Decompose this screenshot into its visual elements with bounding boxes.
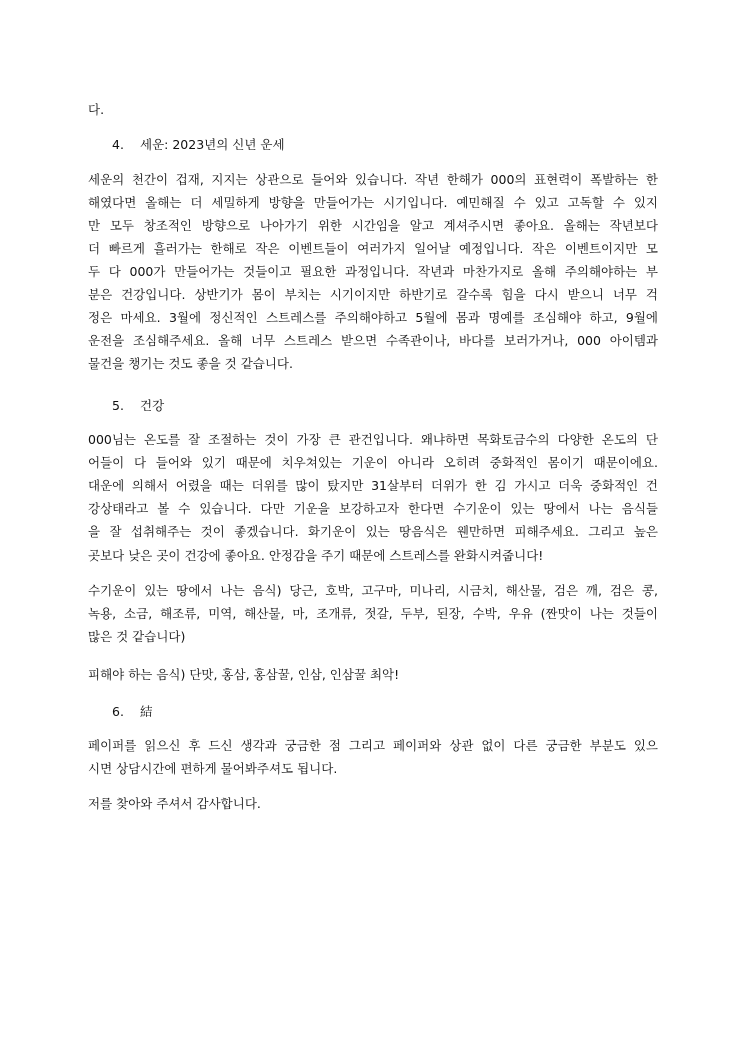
paragraph-line: 물건을 챙기는 것도 좋을 것 같습니다. <box>88 356 293 371</box>
paragraph-line: 을 잘 섭취해주는 것이 좋겠습니다. 화기운이 있는 땅음식은 웬만하면 피해주세요. 그리고 높은 <box>88 524 658 539</box>
paragraph-line: 분은 건강입니다. 상반기가 몸이 부치는 시기이지만 하반기로 갈수록 힘을 다시 받으니 너무 걱 <box>88 287 658 302</box>
paragraph-line: 페이퍼를 읽으신 후 드신 생각과 궁금한 점 그리고 페이퍼와 상관 없이 다른 궁금한 부분도 있으 <box>88 738 658 753</box>
paragraph-line: 세운의 천간이 겁재, 지지는 상관으로 들어와 있습니다. 작년 한해가 000의 표현력이 폭발하는 한 <box>88 172 658 187</box>
continued-text: 다. <box>88 102 105 117</box>
paragraph-line: 운전을 조심해주세요. 올해 너무 스트레스 받으면 수족관이나, 바다를 보러가거나, 000 아이템과 <box>88 333 658 348</box>
paragraph-line: 만 모두 창조적인 방향으로 나아가기 위한 시간임을 알고 계셔주시면 좋아요. 올해는 작년보다 <box>88 218 658 233</box>
paragraph-line: 000님는 온도를 잘 조절하는 것이 가장 큰 관건입니다. 왜냐하면 목화토금수의 다양한 온도의 단 <box>88 432 658 447</box>
section-4-number: 4. <box>112 137 124 152</box>
paragraph-line: 해였다면 올해는 더 세밀하게 방향을 만들어가는 시기입니다. 예민해질 수 있고 고독할 수 있지 <box>88 195 658 210</box>
section-6-heading <box>112 704 153 720</box>
paragraph-line: 정은 마세요. 3월에 정신적인 스트레스를 주의해야하고 5월에 몸과 명예를 조심해야 하고, 9월에 <box>88 310 658 325</box>
section-5-paragraph-3: 피해야 하는 음식) 단맛, 홍삼, 홍삼꿀, 인삼, 인삼꿀 최악! <box>88 667 400 682</box>
section-5-title: 건강 <box>140 398 165 413</box>
section-4-heading <box>112 137 285 153</box>
paragraph-line: 곳보다 낮은 곳이 건강에 좋아요. 안정감을 주기 때문에 스트레스를 완화시켜줍니다! <box>88 548 544 563</box>
paragraph-line: 수기운이 있는 땅에서 나는 음식) 당근, 호박, 고구마, 미나리, 시금치, 해산물, 검은 깨, 검은 콩, <box>88 583 658 598</box>
section-6-number: 6. <box>112 704 124 719</box>
paragraph-line: 어들이 다 들어와 있기 때문에 치우쳐있는 기운이 아니라 오히려 중화적인 몸이기 때문이에요. <box>88 455 658 470</box>
section-6-paragraph-2: 저를 찾아와 주셔서 감사합니다. <box>88 796 261 811</box>
paragraph-line: 대운에 의해서 어렸을 때는 더위를 많이 탔지만 31살부터 더위가 한 김 가시고 더욱 중화적인 건 <box>88 478 658 493</box>
section-5-number: 5. <box>112 398 124 413</box>
section-5-heading <box>112 398 164 414</box>
paragraph-line: 강상태라고 볼 수 있습니다. 다만 기운을 보강하고자 한다면 수기운이 있는 땅에서 나는 음식들 <box>88 501 658 516</box>
paragraph-line: 시면 상담시간에 편하게 물어봐주셔도 됩니다. <box>88 761 338 776</box>
paragraph-line: 더 빠르게 흘러가는 한해로 작은 이벤트들이 여러가지 일어날 예정입니다. 작은 이벤트이지만 모 <box>88 241 658 256</box>
section-4-title: 세운: 2023년의 신년 운세 <box>140 137 285 152</box>
paragraph-line: 녹용, 소금, 해조류, 미역, 해산물, 마, 조개류, 젓갈, 두부, 된장, 수박, 우유 (짠맛이 나는 것들이 <box>88 606 658 621</box>
paragraph-line: 많은 것 같습니다) <box>88 629 186 644</box>
section-6-title: 結 <box>140 704 153 719</box>
paragraph-line: 두 다 000가 만들어가는 것들이고 필요한 과정입니다. 작년과 마찬가지로 올해 주의해야하는 부 <box>88 264 658 279</box>
